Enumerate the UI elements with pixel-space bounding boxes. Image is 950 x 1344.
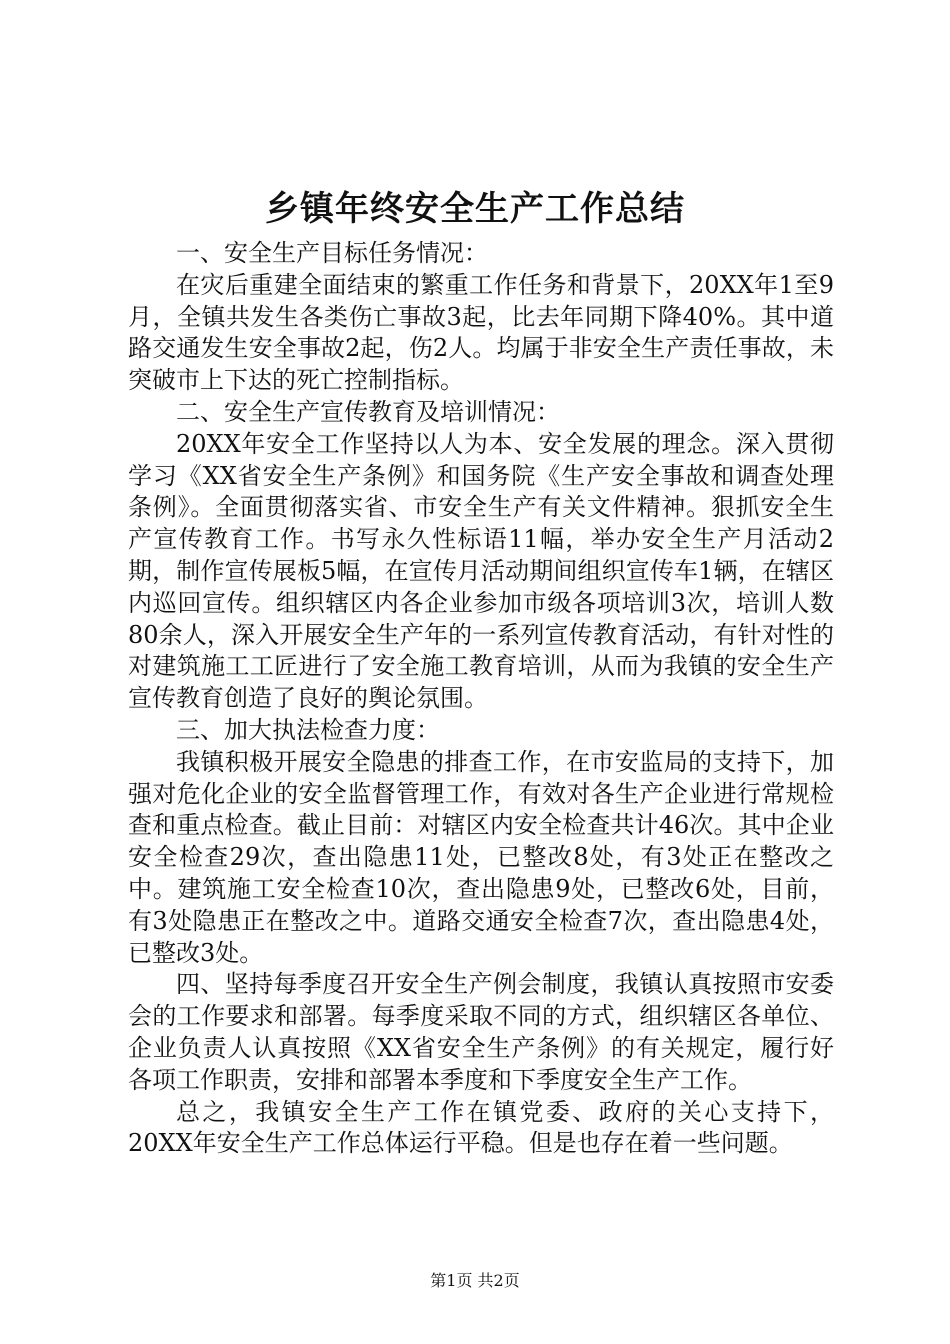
section-heading-inspection: 三、加大执法检查力度： (176, 715, 440, 744)
paragraph-education: 20XX年安全工作坚持以人为本、安全发展的理念。深入贯彻学习《XX省安全生产条例》和国务院《生产安全事故和调查处理条例》。全面贯彻落实省、市安全生产有关文件精神。狠抓安全生产宣传教育工作。书写永久性标语11幅，举办安全生产月活动2期，制作宣传展板5幅，在宣传月活动期间组织宣传车1辆，在辖区内巡回宣传。组织辖区内各企业参加市级各项培训3次，培训人数80余人，深入开展安全生产年的一系列宣传教育活动，有针对性的对建筑施工工匠进行了安全施工教育培训，从而为我镇的安全生产宣传教育创造了良好的舆论氛围。 (128, 429, 834, 713)
document-title: 乡镇年终安全生产工作总结 (265, 189, 685, 229)
paragraph-summary: 总之，我镇安全生产工作在镇党委、政府的关心支持下，20XX年安全生产工作总体运行平稳。但是也存在着一些问题。 (128, 1097, 834, 1158)
page-number-footer: 第1页 共2页 (430, 1271, 520, 1290)
section-heading-education: 二、安全生产宣传教育及培训情况： (176, 397, 560, 426)
document-body (128, 238, 834, 1160)
section-heading-goals: 一、安全生产目标任务情况： (176, 239, 488, 267)
paragraph-inspection: 我镇积极开展安全隐患的排查工作，在市安监局的支持下，加强对危化企业的安全监督管理工作，有效对各生产企业进行常规检查和重点检查。截止目前：对辖区内安全检查共计46次。其中企业安全检查29次，查出隐患11处，已整改8处，有3处正在整改之中。建筑施工安全检查10次，查出隐患9处，已整改6处，目前，有3处隐患正在整改之中。道路交通安全检查7次，查出隐患4处，已整改3处。 (128, 747, 834, 967)
paragraph-quarterly-meetings: 四、坚持每季度召开安全生产例会制度，我镇认真按照市安委会的工作要求和部署。每季度采取不同的方式，组织辖区各单位、企业负责人认真按照《XX省安全生产条例》的有关规定，履行好各项工作职责，安排和部署本季度和下季度安全生产工作。 (128, 970, 834, 1094)
paragraph-accident-stats: 在灾后重建全面结束的繁重工作任务和背景下，20XX年1至9月，全镇共发生各类伤亡事故3起，比去年同期下降40%。其中道路交通发生安全事故2起，伤2人。均属于非安全生产责任事故，未突破市上下达的死亡控制指标。 (128, 270, 834, 395)
